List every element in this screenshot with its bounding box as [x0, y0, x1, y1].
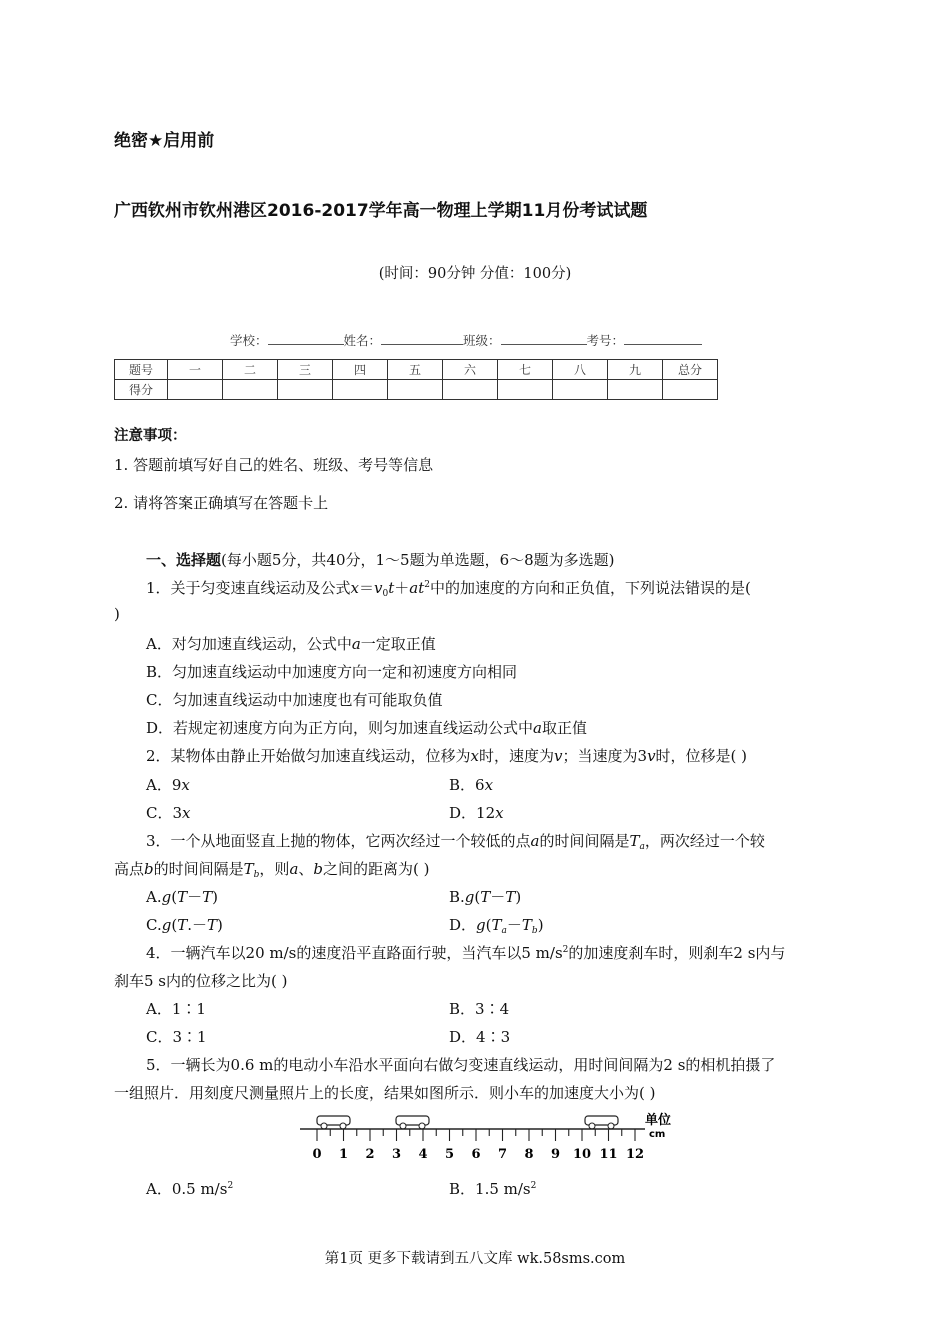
- section-title: 一、选择题: [146, 551, 222, 569]
- score-table-score-row: [115, 380, 718, 400]
- q1-option-a[interactable]: A．对匀加速直线运动，公式中a一定取正值: [146, 635, 436, 653]
- ruler-figure: [300, 1108, 690, 1162]
- q2-option-d[interactable]: D．12x: [449, 804, 504, 822]
- q2-option-a[interactable]: A．9x: [146, 776, 190, 794]
- q3-option-b[interactable]: B.g(T－T): [449, 888, 522, 906]
- car-icon: [317, 1116, 350, 1129]
- exam-no-field[interactable]: [624, 331, 702, 345]
- ruler-number: 3: [391, 1147, 402, 1162]
- page-title: 广西钦州市钦州港区2016-2017学年高一物理上学期11月份考试试题: [114, 201, 648, 221]
- page-footer: 第1页 更多下载请到五八文库 wk.58sms.com: [324, 1251, 626, 1267]
- score-cell[interactable]: [443, 380, 498, 400]
- q1-option-d[interactable]: D．若规定初速度方向为正方向，则匀加速直线运动公式中a取正值: [146, 719, 587, 737]
- class-label: 班级：: [463, 333, 501, 348]
- q4-option-a[interactable]: A．1∶1: [146, 1000, 206, 1018]
- score-table: [114, 359, 718, 400]
- notice-item: 2. 请将答案正确填写在答题卡上: [114, 494, 329, 512]
- q2-option-c[interactable]: C．3x: [146, 804, 191, 822]
- question-4-stem: 4．一辆汽车以20 m/s的速度沿平直路面行驶，当汽车以5 $m/s^2$的加速度刹车时，则刹车2 s内与: [146, 944, 786, 962]
- score-header-cell: 题号: [115, 360, 168, 380]
- score-header-cell: 八: [553, 360, 608, 380]
- question-3-stem: 3．一个从地面竖直上抛的物体，它两次经过一个较低的点a的时间间隔是$T_a$，两次经过一个较: [146, 832, 765, 852]
- question-2-stem: 2．某物体由静止开始做匀加速直线运动，位移为x时，速度为v；当速度为3v时，位移是( ): [146, 747, 748, 765]
- section-note: (每小题5分，共40分，1～5题为单选题，6～8题为多选题): [221, 551, 615, 569]
- q3-option-d[interactable]: D．$g(T_a-T_b)$: [449, 916, 544, 936]
- class-field[interactable]: [501, 331, 587, 345]
- score-table-header-row: [115, 360, 718, 380]
- ruler-number: 2: [365, 1147, 375, 1162]
- score-cell[interactable]: [663, 380, 718, 400]
- score-header-cell: 六: [443, 360, 498, 380]
- exam-no-label: 考号：: [586, 333, 625, 348]
- question-5-stem: 5．一辆长为0.6 m的电动小车沿水平面向右做匀变速直线运动，用时间间隔为2 s的相机拍摄了: [146, 1056, 776, 1074]
- section-heading: [146, 549, 615, 570]
- ruler-number: 12: [625, 1147, 645, 1162]
- name-field[interactable]: [381, 331, 463, 345]
- score-cell[interactable]: [333, 380, 388, 400]
- score-header-cell: 九: [608, 360, 663, 380]
- ruler-number: 0: [312, 1147, 322, 1162]
- score-header-cell: 五: [388, 360, 443, 380]
- q4-option-b[interactable]: B．3∶4: [449, 1000, 510, 1018]
- q2-option-b[interactable]: B．6x: [449, 776, 494, 794]
- name-label: 姓名：: [343, 333, 382, 348]
- secret-mark: 绝密★启用前: [114, 131, 215, 151]
- question-4-stem-line2: 刹车5 s内的位移之比为( ): [114, 972, 288, 990]
- q3-option-c[interactable]: C.g(T.－T): [146, 916, 223, 934]
- ruler-unit-label: 单位: [645, 1113, 672, 1128]
- time-info: (时间：90分钟 分值：100分): [378, 266, 572, 282]
- q1-option-c[interactable]: C．匀加速直线运动中加速度也有可能取负值: [146, 691, 443, 709]
- question-1-stem: 1．关于匀变速直线运动及公式$x=v_0t+at^2$中的加速度的方向和正负值，下列说法错误的是(: [146, 579, 751, 599]
- score-cell[interactable]: [553, 380, 608, 400]
- ruler-number: 11: [599, 1147, 618, 1162]
- score-row-label: 得分: [115, 380, 168, 400]
- question-1-stem-end: ): [114, 605, 120, 623]
- ruler-number: 6: [471, 1147, 481, 1162]
- school-label: 学校：: [230, 333, 268, 348]
- q5-option-b[interactable]: B．1.5 $m/s^2$: [449, 1180, 537, 1198]
- score-header-cell: 七: [498, 360, 553, 380]
- q4-option-d[interactable]: D．4∶3: [449, 1028, 511, 1046]
- ruler-number: 10: [572, 1147, 592, 1162]
- score-cell[interactable]: [498, 380, 553, 400]
- score-header-cell: 三: [278, 360, 333, 380]
- notice-item: 1. 答题前填写好自己的姓名、班级、考号等信息: [114, 456, 434, 474]
- score-header-cell: 总分: [663, 360, 718, 380]
- score-header-cell: 一: [168, 360, 223, 380]
- ruler-number: 7: [497, 1147, 508, 1162]
- student-info-fields: [230, 331, 702, 349]
- q5-option-a[interactable]: A．0.5 $m/s^2$: [146, 1180, 234, 1198]
- score-cell[interactable]: [223, 380, 278, 400]
- question-5-stem-line2: 一组照片．用刻度尺测量照片上的长度，结果如图所示．则小车的加速度大小为( ): [114, 1084, 656, 1102]
- ruler-labels: [312, 1147, 644, 1162]
- score-cell[interactable]: [608, 380, 663, 400]
- ruler-number: 1: [338, 1147, 349, 1162]
- score-header-cell: 二: [223, 360, 278, 380]
- score-cell[interactable]: [168, 380, 223, 400]
- ruler-cm-label: cm: [649, 1129, 666, 1140]
- car-icon: [585, 1116, 618, 1129]
- score-cell[interactable]: [388, 380, 443, 400]
- q4-option-c[interactable]: C．3∶1: [146, 1028, 207, 1046]
- question-3-stem-line2: 高点b的时间间隔是$T_b$，则a、b之间的距离为( ): [114, 860, 430, 880]
- ruler-number: 5: [444, 1147, 455, 1162]
- school-field[interactable]: [268, 331, 344, 345]
- ruler-number: 4: [418, 1147, 428, 1162]
- q3-option-a[interactable]: A.g(T－T): [146, 888, 218, 906]
- q1-option-b[interactable]: B．匀加速直线运动中加速度方向一定和初速度方向相同: [146, 663, 518, 681]
- ruler-number: 9: [550, 1147, 561, 1162]
- car-icon: [396, 1116, 429, 1129]
- score-header-cell: 四: [333, 360, 388, 380]
- score-cell[interactable]: [278, 380, 333, 400]
- notice-heading: 注意事项：: [114, 428, 187, 444]
- ruler-number: 8: [524, 1147, 534, 1162]
- ruler-ticks: [317, 1129, 635, 1141]
